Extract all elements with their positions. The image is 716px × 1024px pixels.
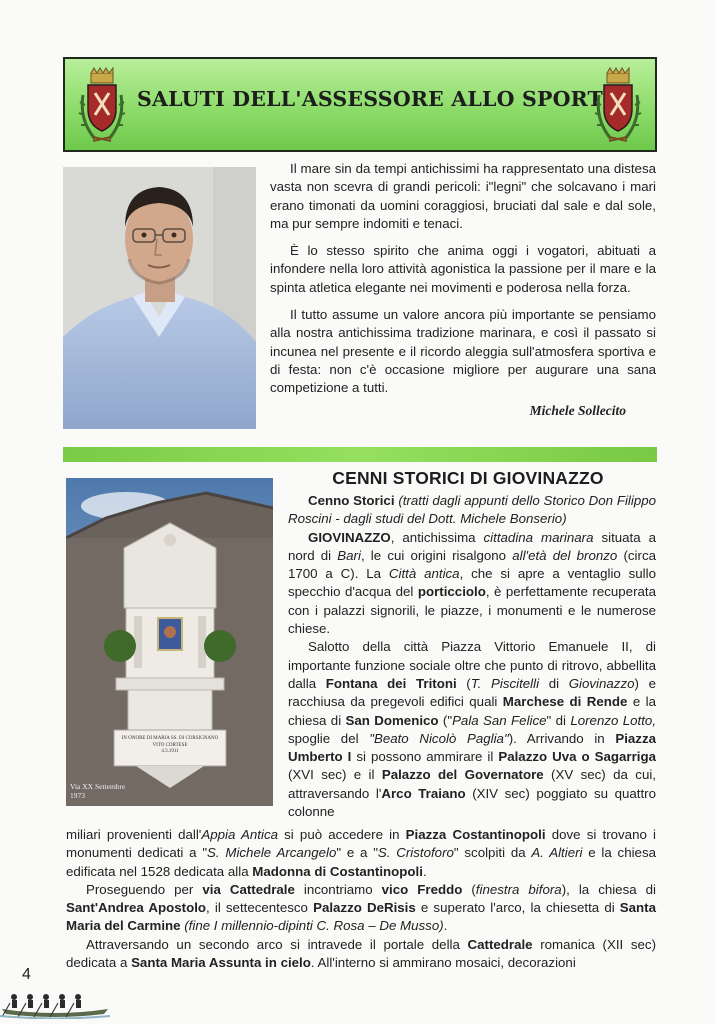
- section-divider: [63, 447, 657, 462]
- banner-title: SALUTI DELL'ASSESSORE ALLO SPORT: [137, 87, 604, 111]
- paragraph: miliari provenienti dall'Appia Antica si può accedere in Piazza Costantinopoli dove si trovano i monumenti dedicati a "S. Michele Arcangelo" e a "S. Cristoforo" scolpiti da A. Altieri e la chiesa edificata nel 1528 dedicata alla Madonna di Costantinopoli.: [66, 827, 656, 879]
- paragraph: Proseguendo per via Cattedrale incontriamo vico Freddo (finestra bifora), la chiesa di Sant'Andrea Apostolo, il settecentesco Palazzo DeRisis e superato l'arco, la chiesetta di Santa Maria del Carmine (fine I millennio-dipinti C. Rosa – De Musso).: [66, 881, 657, 934]
- paragraph: Il tutto assume un valore ancora più importante se pensiamo alla nostra antichissima tradizione marinara, e così il passato si incunea nel presente e il ricordo aleggia sull'atmosfera sportiva e di festa: non c'è occasione migliore per augurare una sana competizione a tutti.: [270, 307, 656, 396]
- coat-of-arms-icon: [75, 65, 129, 145]
- photo-caption: Via XX Settembre 1973: [70, 782, 126, 800]
- paragraph: Attraversando un secondo arco si intravede il portale della Cattedrale romanica (XII sec) dedicata a Santa Maria Assunta in cielo. All'interno si ammirano mosaici, decorazioni: [66, 936, 657, 971]
- assessor-greeting-text: [270, 160, 656, 420]
- paragraph: È lo stesso spirito che anima oggi i vogatori, abituati a infondere nella loro attività agonistica la passione per il mare e la spinta atletica elegante nei movimenti e poderosa nella forza.: [270, 243, 656, 295]
- rowing-boat-icon: [0, 987, 110, 1019]
- history-text: [288, 492, 656, 821]
- signature: Michele Sollecito: [529, 402, 626, 418]
- monument-photo: [66, 478, 273, 806]
- paragraph: GIOVINAZZO, antichissima cittadina marinara situata a nord di Bari, le cui origini risalgono all'età del bronzo (circa 1700 a C). La Città antica, che si apre a ventaglio sullo specchio d'acqua del porticciolo, è perfettamente recuperata con i palazzi signorili, le piazze, i monumenti e le numerose chiese.: [288, 529, 656, 637]
- paragraph: Cenno Storici (tratti dagli appunti dello Storico Don Filippo Roscini - dagli studi del Dott. Michele Bonserio): [288, 493, 657, 527]
- page-number: 4: [22, 966, 31, 983]
- coat-of-arms-icon: [591, 65, 645, 145]
- plaque-inscription: IN ONORE DI MARIA SS. DI CORSIGNANO VITO CORTESE 4.3.1911: [121, 736, 219, 754]
- paragraph: Salotto della città Piazza Vittorio Emanuele II, di importante funzione sociale oltre che punto di ritrovo, abbellita dalla Fontana dei Tritoni (T. Piscitelli di Giovinazzo) e racchiusa da pregevoli edifici quali Marchese di Rende e la chiesa di San Domenico ("Pala San Felice" di Lorenzo Lotto, spoglie del "Beato Nicolò Paglia"). Arrivando in Piazza Umberto I si possono ammirare il Palazzo Uva o Sagarriga (XVI sec) e il Palazzo del Governatore (XV sec) da cui, attraversando l'Arco Traiano (XIV sec) poggiato su quattro colonne: [288, 639, 657, 820]
- paragraph: Il mare sin da tempi antichissimi ha rappresentato una distesa vasta non scevra di grandi pericoli: i"legni" che solcavano i mari erano timonati da uomini coraggiosi, bruciati dal sale e dal sole, ma pur sempre indomiti e tenaci.: [270, 161, 656, 231]
- history-section-title: CENNI STORICI DI GIOVINAZZO: [332, 468, 604, 488]
- assessor-portrait-photo: [63, 167, 256, 429]
- header-banner: [63, 57, 657, 152]
- history-text-continued: [66, 826, 656, 972]
